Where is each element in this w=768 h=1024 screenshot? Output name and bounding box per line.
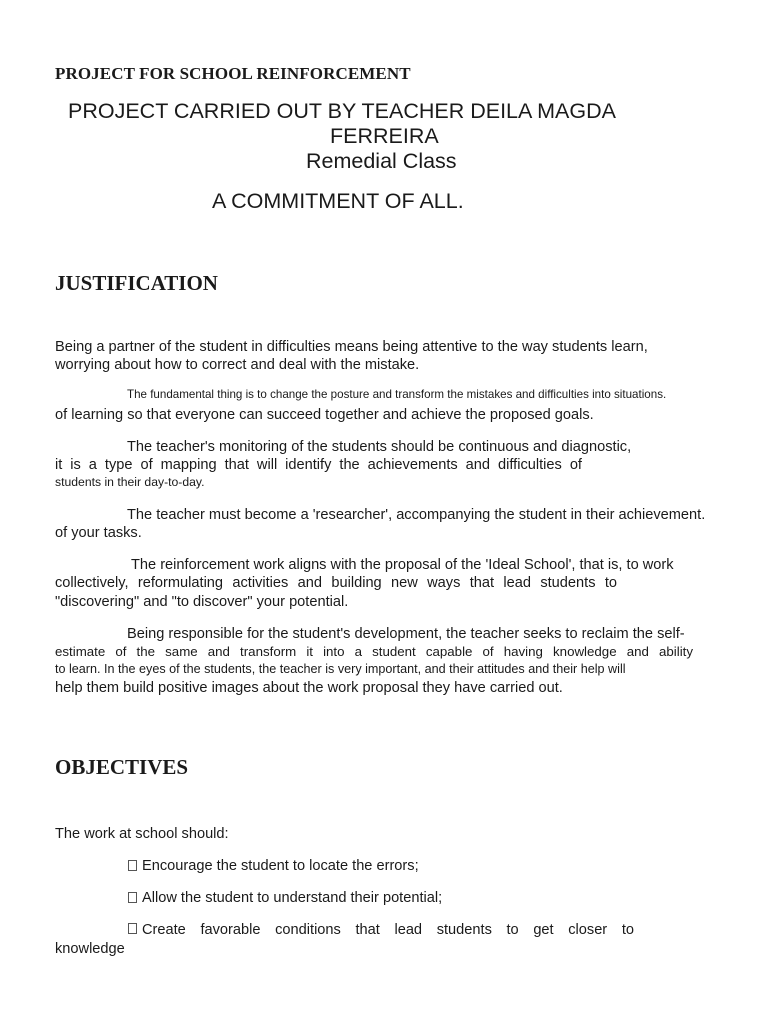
box-bullet-icon xyxy=(128,892,137,903)
objectives-heading: OBJECTIVES xyxy=(55,755,189,779)
paragraph-line: Being a partner of the student in difficulties means being attentive to the way students learn, xyxy=(55,339,648,355)
objective-item-text: Create favorable conditions that lead students to get closer to xyxy=(142,922,634,938)
author-line-2: FERREIRA xyxy=(330,124,439,148)
objective-item xyxy=(128,922,634,938)
paragraph-line: it is a type of mapping that will identify the achievements and difficulties of xyxy=(55,457,582,473)
author-line-1: PROJECT CARRIED OUT BY TEACHER DEILA MAGDA xyxy=(68,99,616,123)
paragraph-line: Being responsible for the student's development, the teacher seeks to reclaim the self- xyxy=(127,626,685,642)
justification-heading: JUSTIFICATION xyxy=(55,271,218,295)
objective-item: Allow the student to understand their potential; xyxy=(128,890,442,906)
class-name: Remedial Class xyxy=(306,149,457,173)
paragraph-line: The teacher's monitoring of the students should be continuous and diagnostic, xyxy=(127,439,632,455)
paragraph-line: The teacher must become a 'researcher', accompanying the student in their achievement. xyxy=(127,507,706,523)
paragraph-line: The reinforcement work aligns with the proposal of the 'Ideal School', that is, to work xyxy=(131,557,674,573)
paragraph-line: students in their day-to-day. xyxy=(55,475,205,489)
paragraph-line: help them build positive images about the work proposal they have carried out. xyxy=(55,680,563,696)
box-bullet-icon xyxy=(128,923,137,934)
motto: A COMMITMENT OF ALL. xyxy=(212,189,464,213)
document-title: PROJECT FOR SCHOOL REINFORCEMENT xyxy=(55,64,411,83)
paragraph-line: estimate of the same and transform it into a student capable of having knowledge and ability xyxy=(55,644,693,659)
paragraph-line: to learn. In the eyes of the students, the teacher is very important, and their attitudes and their help will xyxy=(55,662,626,676)
objective-item: Encourage the student to locate the errors; xyxy=(128,858,419,874)
paragraph-line: worrying about how to correct and deal with the mistake. xyxy=(55,357,420,373)
paragraph-line: of your tasks. xyxy=(55,525,142,541)
paragraph-line: collectively, reformulating activities and building new ways that lead students to xyxy=(55,575,617,591)
objective-item-continuation: knowledge xyxy=(55,941,125,957)
paragraph-line: "discovering" and "to discover" your potential. xyxy=(55,594,349,610)
objectives-intro: The work at school should: xyxy=(55,826,229,842)
paragraph-line: The fundamental thing is to change the posture and transform the mistakes and difficulties into situations. xyxy=(127,388,667,401)
paragraph-line: of learning so that everyone can succeed together and achieve the proposed goals. xyxy=(55,407,594,423)
box-bullet-icon xyxy=(128,860,137,871)
